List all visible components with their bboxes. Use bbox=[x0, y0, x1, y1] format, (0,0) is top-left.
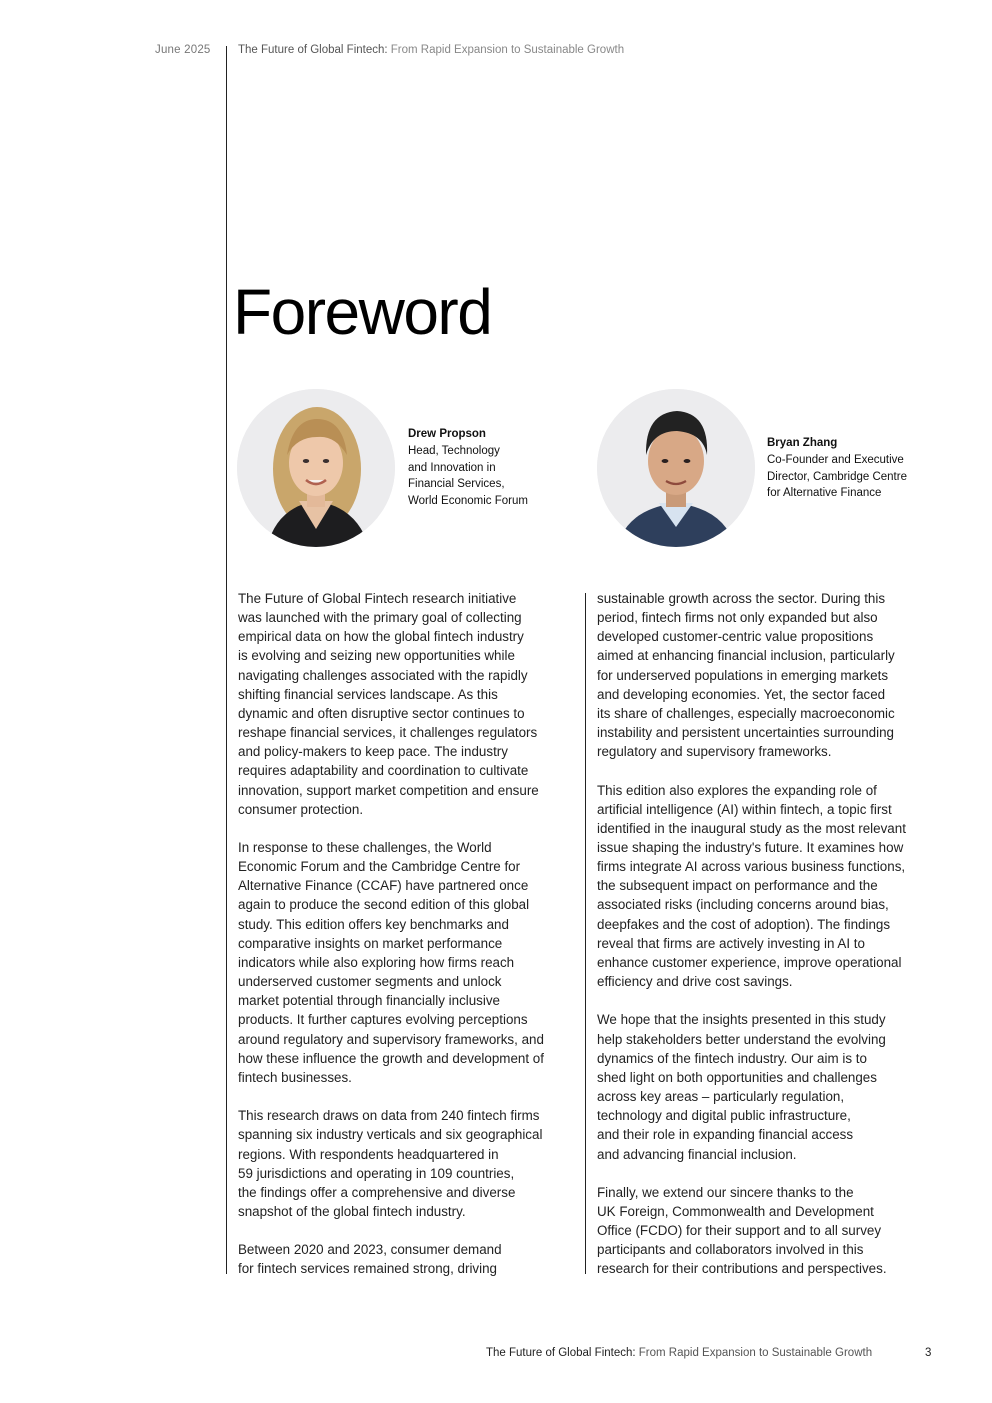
author-role-line: and Innovation in bbox=[408, 461, 496, 474]
footer-report-title bbox=[486, 1347, 872, 1359]
body-paragraph: In response to these challenges, the World Economic Forum and the Cambridge Centre for Alternative Finance (CCAF) have partnered once again to produce the second edition of this global study. This edition offers key benchmarks and comparative insights on market performance indicators while also exploring how firms reach underserved customer segments and unlock market potential through financially inclusive products. It further captures evolving perceptions around regulatory and supervisory frameworks, and how these influence the growth and development of fintech businesses. bbox=[238, 840, 544, 1085]
body-paragraph: The Future of Global Fintech research initiative was launched with the primary goal of collecting empirical data on how the global fintech industry is evolving and seizing new opportunities while navigating challenges associated with the rapidly shifting financial services landscape. As this dynamic and often disruptive sector continues to reshape financial services, it challenges regulators and policy-makers to keep pace. The industry requires adaptability and coordination to cultivate innovation, support market competition and ensure consumer protection. bbox=[238, 591, 539, 817]
author-photo-drew-propson bbox=[237, 389, 395, 547]
body-paragraph: sustainable growth across the sector. During this period, fintech firms not only expanded but also developed customer-centric value propositions aimed at enhancing financial inclusion, particularly for underserved populations in emerging markets and developing economies. Yet, the sector faced its share of challenges, especially macroeconomic instability and persistent uncertainties surrounding regulatory and supervisory frameworks. bbox=[597, 591, 895, 760]
body-paragraph: This research draws on data from 240 fintech firms spanning six industry verticals and six geographical regions. With respondents headquartered in 59 jurisdictions and operating in 109 countries, the findings offer a comprehensive and diverse snapshot of the global fintech industry. bbox=[238, 1108, 543, 1219]
page-title: Foreword bbox=[233, 276, 492, 348]
header-title-main: The Future of Global Fintech: bbox=[238, 44, 388, 56]
body-paragraph: Finally, we extend our sincere thanks to the UK Foreign, Commonwealth and Development Office (FCDO) for their support and to all survey participants and collaborators involved in this research for their contributions and perspectives. bbox=[597, 1184, 887, 1277]
author-role-line: Director, Cambridge Centre bbox=[767, 470, 907, 483]
body-column-left bbox=[238, 589, 583, 1298]
author-photo-bryan-zhang bbox=[597, 389, 755, 547]
body-paragraph: This edition also explores the expanding role of artificial intelligence (AI) within fintech, a topic first identified in the inaugural study as the most relevant issue shaping the industry's future. It examines how firms integrate AI across various business functions, the subsequent impact on performance and the associated risks (including concerns around bias, deepfakes and the cost of adoption). The findings reveal that firms are actively investing in AI to enhance customer experience, improve operational efficiency and drive cost savings. bbox=[597, 782, 906, 990]
author-role-line: Financial Services, bbox=[408, 478, 505, 491]
author-role-line: Head, Technology bbox=[408, 444, 500, 457]
header-title-sub: From Rapid Expansion to Sustainable Growth bbox=[390, 44, 625, 56]
author-role-line: Co-Founder and Executive bbox=[767, 453, 904, 466]
author-role-line: World Economic Forum bbox=[408, 495, 528, 508]
author-name: Bryan Zhang bbox=[767, 437, 838, 449]
author-name: Drew Propson bbox=[408, 428, 486, 440]
column-divider bbox=[585, 593, 586, 1274]
footer-title-sub: From Rapid Expansion to Sustainable Growth bbox=[638, 1347, 873, 1359]
body-column-right bbox=[597, 589, 942, 1298]
header-report-title bbox=[238, 44, 624, 56]
body-paragraph: We hope that the insights presented in this study help stakeholders better understand the evolving dynamics of the fintech industry. Our aim is to shed light on both opportunities and challenges across key areas – particularly regulation, technology and digital public infrastructure, and their role in expanding financial access and advancing financial inclusion. bbox=[597, 1012, 886, 1162]
margin-rule bbox=[226, 46, 227, 1274]
author-role-line: for Alternative Finance bbox=[767, 487, 882, 500]
footer-title-main: The Future of Global Fintech: bbox=[486, 1347, 636, 1359]
header-date: June 2025 bbox=[155, 44, 211, 56]
page-number: 3 bbox=[925, 1347, 932, 1359]
body-paragraph: Between 2020 and 2023, consumer demand for fintech services remained strong, driving bbox=[238, 1242, 502, 1277]
author-bio-bryan-zhang bbox=[767, 435, 937, 502]
author-bio-drew-propson bbox=[408, 426, 578, 510]
